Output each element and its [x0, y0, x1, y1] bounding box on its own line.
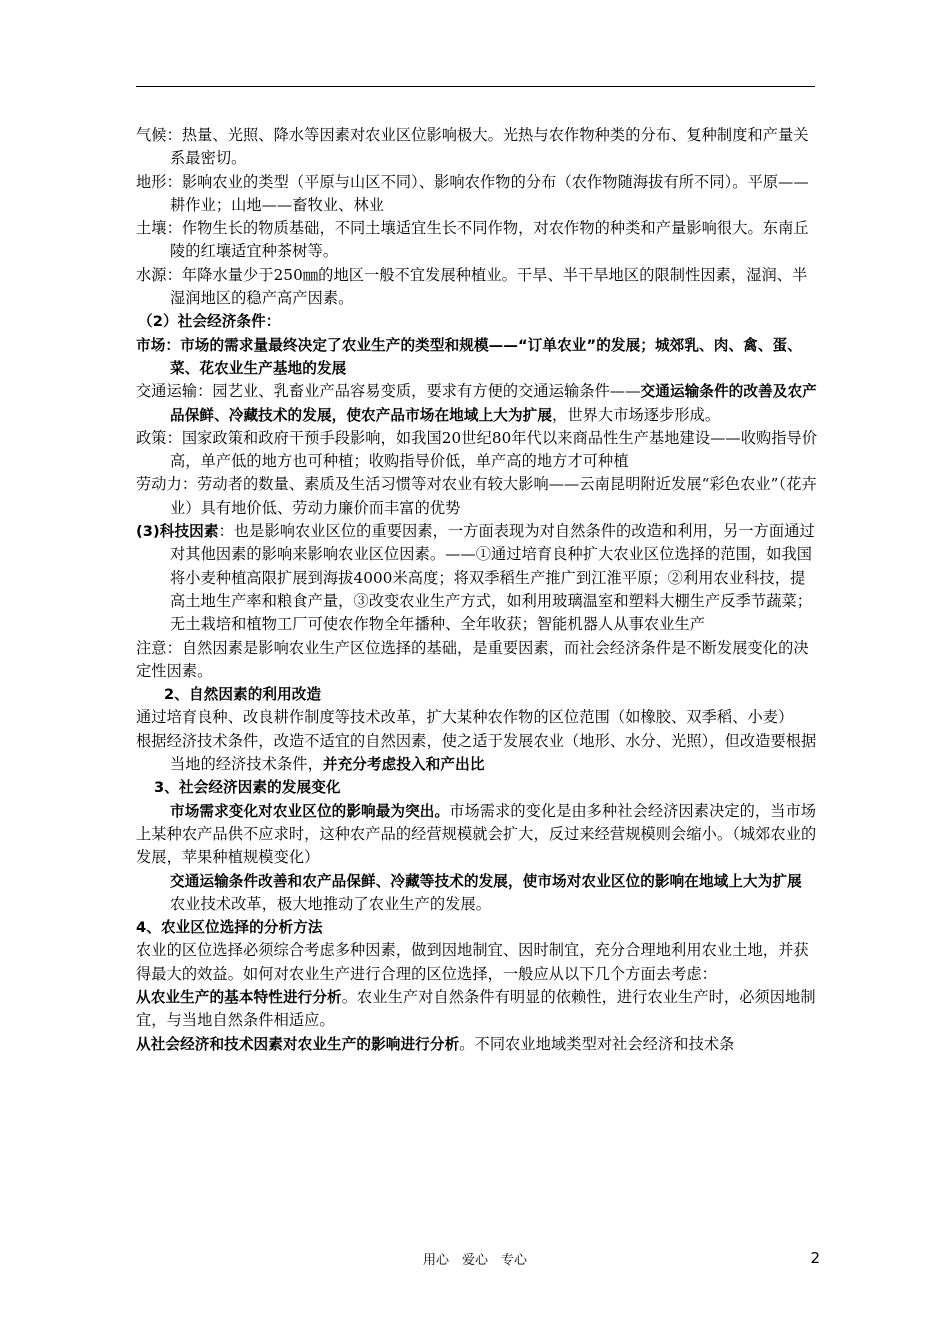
social-tech-text: 。不同农业地域类型对社会经济和技术条 [459, 1034, 735, 1053]
page-number: 2 [810, 1249, 820, 1267]
footer-slogan: 用心 爱心 专心 [422, 1253, 527, 1268]
page-content [136, 124, 820, 1056]
paragraph-note: 注意：自然因素是影响农业生产区位选择的基础，是重要因素，而社会经济条件是不断发展变化的决定性因素。 [136, 638, 809, 680]
paragraph-policy: 政策：国家政策和政府干预手段影响，如我国20世纪80年代以来商品性生产基地建设——收购指导价高，单产低的地方也可种植；收购指导价低，单产高的地方才可种植 [136, 428, 818, 471]
paragraph-market-change [136, 800, 820, 870]
transport-text-bold: 交通运输条件的改善及农产品保鲜、冷藏技术的发展，使农产品市场在地域上大为扩展 [170, 383, 817, 424]
paragraph-transform [136, 730, 820, 777]
paragraph-climate: 气候：热量、光照、降水等因素对农业区位影响极大。光热与农作物种类的分布、复种制度和产量关系最密切。 [136, 126, 809, 168]
transform-text-bold: 并充分考虑投入和产出比 [322, 756, 485, 774]
heading-analysis-method: 4、农业区位选择的分析方法 [136, 919, 323, 937]
paragraph-terrain: 地形：影响农业的类型（平原与山区不同）、影响农作物的分布（农作物随海拔有所不同）。平原——耕作业；山地——畜牧业、林业 [136, 172, 809, 214]
paragraph-breeding: 通过培育良种、改良耕作制度等技术改革，扩大某种农作物的区位范围（如橡胶、双季稻、小麦） [136, 708, 794, 727]
transport-text-2: ，世界大市场逐步形成。 [552, 405, 721, 424]
paragraph-water: 水源：年降水量少于250㎜的地区一般不宜发展种植业。干旱、半干旱地区的限制性因素，湿润、半湿润地区的稳产高产因素。 [136, 265, 808, 308]
paragraph-market: 市场：市场的需求量最终决定了农业生产的类型和规模——“订单农业”的发展；城郊乳、肉、禽、蛋、菜、花农业生产基地的发展 [136, 336, 802, 377]
technology-heading: (3)科技因素 [136, 523, 219, 541]
technology-text: ：也是影响农业区位的重要因素，一方面表现为对自然条件的改造和利用，另一方面通过对其他因素的影响来影响农业区位因素。——①通过培育良种扩大农业区位选择的范围，如我国将小麦种植高限扩展到海拔4000米高度；将双季稻生产推广到江淮平原；②利用农业科技，提高土地生产率和粮食产量，③改变农业生产方式，如利用玻璃温室和塑料大棚生产反季节蔬菜；无土栽培和植物工厂可使农作物全年播种、全年收获；智能机器人从事农业生产 [170, 522, 815, 634]
basic-features-text: 。农业生产对自然条件有明显的依赖性，进行农业生产时，必须因地制宜，与当地自然条件相适应。 [136, 987, 816, 1030]
basic-features-bold: 从农业生产的基本特性进行分析 [136, 988, 342, 1006]
paragraph-location-choice: 农业的区位选择必须综合考虑多种因素，做到因地制宜、因时制宜，充分合理地利用农业土地，并获得最大的效益。如何对农业生产进行合理的区位选择，一般应从以下几个方面去考虑： [136, 941, 809, 983]
transport-text-1: 交通运输：园艺业、乳畜业产品容易变质，要求有方便的交通运输条件—— [136, 382, 641, 401]
paragraph-transport-improve: 交通运输条件改善和农产品保鲜、冷藏等技术的发展，使市场对农业区位的影响在地域上大为扩展 [170, 872, 802, 890]
market-change-bold: 市场需求变化对农业区位的影响最为突出。 [170, 802, 450, 820]
market-change-text: 市场需求的变化是由多种社会经济因素决定的，当市场上某种农产品供不应求时，这种农产品的经营规模就会扩大，反过来经营规模则会缩小。（城郊农业的发展，苹果种植规模变化） [136, 801, 817, 867]
paragraph-transport [136, 380, 820, 427]
paragraph-labor: 劳动力：劳动者的数量、素质及生活习惯等对农业有较大影响——云南昆明附近发展“彩色农业”（花卉业）具有地价低、劳动力廉价而丰富的优势 [136, 475, 817, 517]
social-tech-bold: 从社会经济和技术因素对农业生产的影响进行分析 [136, 1035, 460, 1053]
paragraph-technology [136, 520, 820, 636]
heading-social-economic: （2）社会经济条件： [138, 313, 281, 331]
heading-social-change: 3、社会经济因素的发展变化 [154, 779, 341, 797]
paragraph-soil: 土壤：作物生长的物质基础，不同土壤适宜生长不同作物，对农作物的种类和产量影响很大。东南丘陵的红壤适宜种茶树等。 [136, 219, 809, 261]
transform-text: 根据经济技术条件，改造不适宜的自然因素，使之适于发展农业（地形、水分、光照），但改造要根据当地的经济技术条件， [136, 731, 817, 774]
heading-natural-factors: 2、自然因素的利用改造 [164, 686, 322, 704]
paragraph-basic-features [136, 986, 820, 1033]
paragraph-tech-reform: 农业技术改革，极大地推动了农业生产的发展。 [170, 894, 492, 913]
header-rule [136, 86, 815, 87]
paragraph-social-tech [136, 1033, 820, 1056]
